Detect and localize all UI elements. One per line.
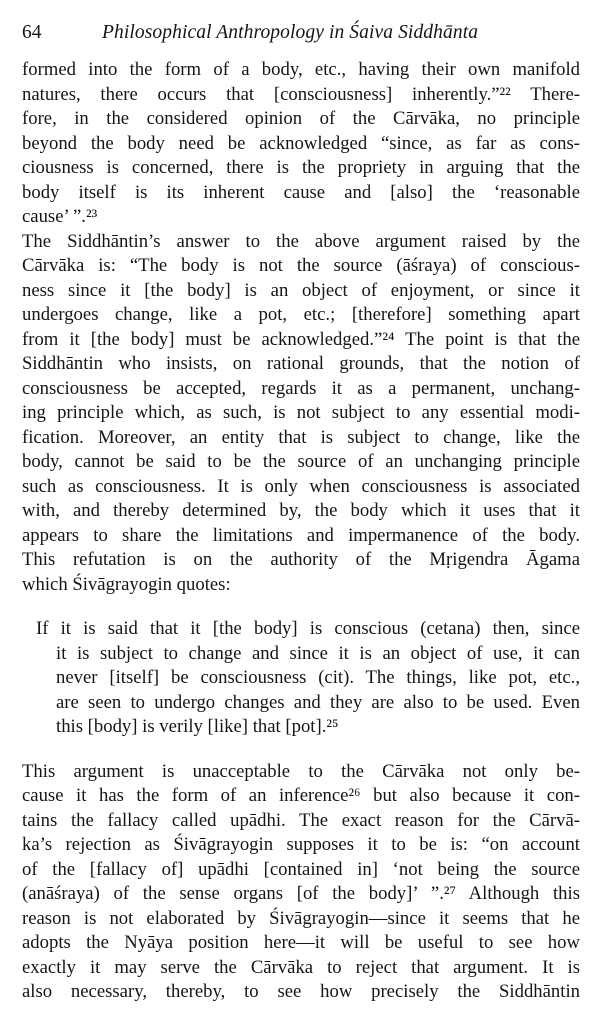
text-line: fication. Moreover, an entity that is subject to change, like the bbox=[22, 426, 580, 448]
text-line: ka’s rejection as Śivāgrayogin supposes it to be is: “on account bbox=[22, 834, 580, 855]
text-line: of the [fallacy of] upādhi [contained in] ‘not being the source bbox=[22, 858, 580, 880]
book-page bbox=[22, 22, 580, 1005]
text-line: from it [the body] must be acknowledged.”²⁴ The point is that the bbox=[22, 328, 580, 350]
paragraph bbox=[22, 760, 580, 1005]
paragraph bbox=[22, 230, 580, 598]
text-line: ciousness is concerned, there is the propriety in arguing that the bbox=[22, 157, 580, 178]
text-line: cause’ ”.²³ bbox=[22, 206, 98, 227]
text-line: consciousness be accepted, regards it as a permanent, unchang- bbox=[22, 377, 580, 399]
quote-line: If it is said that it [the body] is conscious (cetana) then, since bbox=[36, 618, 580, 639]
running-title: Philosophical Anthropology in Śaiva Siddhānta bbox=[102, 22, 479, 43]
text-line: (anāśraya) of the sense organs [of the body]’ ”.²⁷ Although this bbox=[22, 883, 580, 904]
text-line: cause it has the form of an inference²⁶ but also because it con- bbox=[22, 785, 580, 806]
paragraph bbox=[22, 58, 580, 230]
text-line: Siddhāntin who insists, on rational grounds, that the notion of bbox=[22, 353, 580, 374]
text-line: reason is not elaborated by Śivāgrayogin—since it seems that he bbox=[22, 907, 580, 929]
page-header bbox=[22, 22, 580, 44]
body-text bbox=[22, 58, 580, 1005]
text-line: beyond the body need be acknowledged “since, as far as cons- bbox=[22, 132, 580, 154]
quote-line: never [itself] be consciousness (cit). The things, like pot, etc., bbox=[56, 667, 580, 688]
block-quote bbox=[36, 617, 580, 740]
text-line: ness since it [the body] is an object of enjoyment, or since it bbox=[22, 279, 580, 301]
text-line: The Siddhāntin’s answer to the above argument raised by the bbox=[22, 230, 580, 252]
text-line: exactly it may serve the Cārvāka to reject that argument. It is bbox=[22, 956, 580, 978]
text-line: ing principle which, as such, is not subject to any essential modi- bbox=[22, 402, 580, 423]
text-line: adopts the Nyāya position here—it will be useful to see how bbox=[22, 932, 580, 953]
text-line: natures, there occurs that [consciousness] inherently.”²² There- bbox=[22, 83, 580, 105]
quote-line: it is subject to change and since it is an object of use, it can bbox=[56, 642, 580, 664]
page-number: 64 bbox=[22, 22, 42, 43]
text-line: such as consciousness. It is only when consciousness is associated bbox=[22, 475, 580, 497]
text-line: Cārvāka is: “The body is not the source (āśraya) of conscious- bbox=[22, 255, 580, 276]
text-line: with, and thereby determined by, the body which it uses that it bbox=[22, 500, 580, 521]
text-line: formed into the form of a body, etc., having their own manifold bbox=[22, 59, 580, 80]
quote-line: this [body] is verily [like] that [pot].²⁵ bbox=[56, 716, 339, 737]
text-line: undergoes change, like a pot, etc.; [therefore] something apart bbox=[22, 304, 580, 325]
text-line: body itself is its inherent cause and [also] the ‘reasonable bbox=[22, 181, 580, 203]
text-line: fore, in the considered opinion of the Cārvāka, no principle bbox=[22, 108, 580, 129]
text-line: also necessary, thereby, to see how precisely the Siddhāntin bbox=[22, 981, 580, 1002]
text-line: body, cannot be said to be the source of an unchanging principle bbox=[22, 451, 580, 472]
text-line: which Śivāgrayogin quotes: bbox=[22, 573, 231, 595]
text-line: This argument is unacceptable to the Cārvāka not only be- bbox=[22, 760, 580, 782]
text-line: tains the fallacy called upādhi. The exact reason for the Cārvā- bbox=[22, 809, 580, 831]
text-line: appears to share the limitations and impermanence of the body. bbox=[22, 524, 580, 546]
quote-line: are seen to undergo changes and they are also to be used. Even bbox=[56, 691, 580, 713]
text-line: This refutation is on the authority of the Mṛigendra Āgama bbox=[22, 549, 580, 570]
